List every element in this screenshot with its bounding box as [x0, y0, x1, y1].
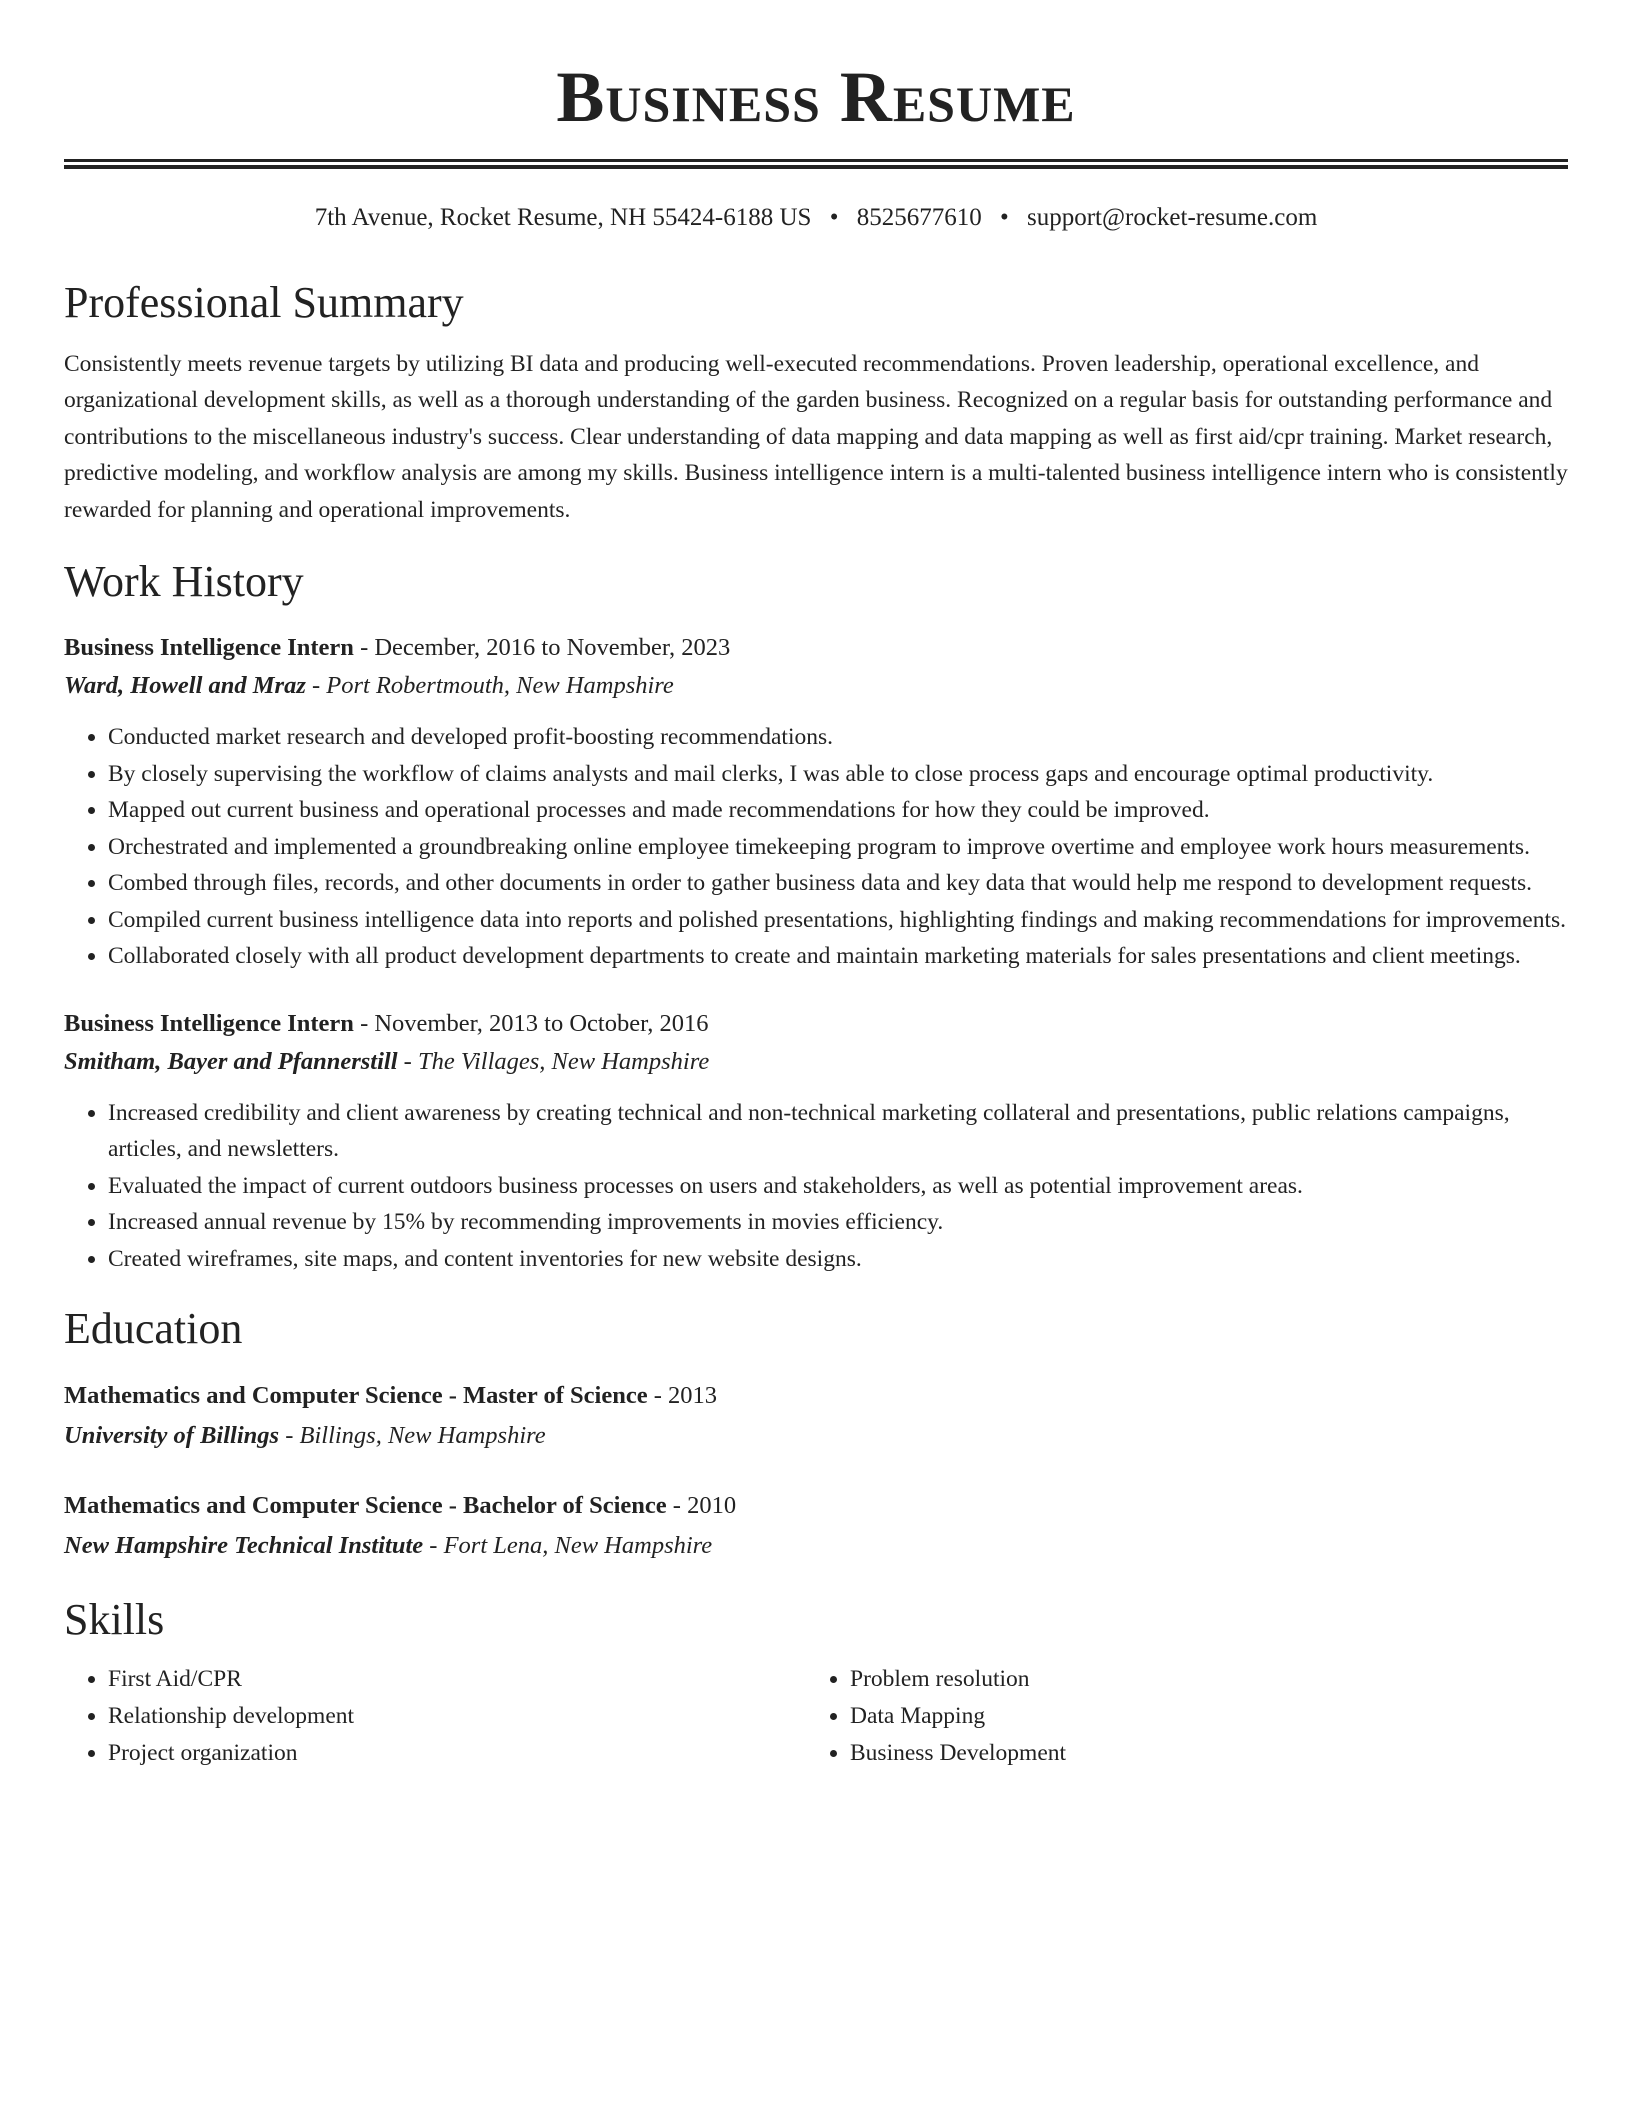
title-divider	[64, 159, 1568, 169]
job-bullet: • Orchestrated and implemented a groundbreaking online employee timekeeping program to improve overtime and employee work hours measurements.	[108, 829, 1568, 866]
education-location: - Fort Lena, New Hampshire	[423, 1532, 713, 1560]
job-bullet: • Compiled current business intelligence data into reports and polished presentations, highlighting findings and making recommendations for improvements.	[108, 902, 1568, 939]
skills-column-right	[806, 1661, 1548, 1772]
job-header	[64, 1005, 1568, 1043]
contact-phone: 8525677610	[856, 204, 982, 232]
job-entry	[64, 629, 1568, 975]
education-school-line	[64, 1526, 1568, 1566]
job-bullet: • Mapped out current business and operational processes and made recommendations for how they could be improved.	[108, 792, 1568, 829]
job-location: - Port Robertmouth, New Hampshire	[305, 672, 674, 700]
skill-item: • Problem resolution	[850, 1661, 1548, 1698]
job-bullet: • Evaluated the impact of current outdoors business processes on users and stakeholders, as well as potential improvement areas.	[108, 1168, 1568, 1205]
contact-address: 7th Avenue, Rocket Resume, NH 55424-6188 US	[314, 204, 812, 232]
job-bullet: • Conducted market research and developed profit-boosting recommendations.	[108, 719, 1568, 756]
skills-list	[806, 1661, 1548, 1772]
job-location: - The Villages, New Hampshire	[397, 1047, 710, 1075]
job-bullet: • Increased annual revenue by 15% by recommending improvements in movies efficiency.	[108, 1204, 1568, 1241]
contact-separator: •	[829, 204, 839, 232]
skills-heading: Skills	[64, 1595, 165, 1645]
education-school: University of Billings	[64, 1422, 280, 1450]
education-heading: Education	[64, 1304, 243, 1354]
skill-item: • Data Mapping	[850, 1698, 1548, 1735]
job-dates: - December, 2016 to November, 2023	[353, 634, 731, 662]
job-header	[64, 629, 1568, 667]
job-title: Business Intelligence Intern	[64, 1009, 354, 1037]
summary-text: Consistently meets revenue targets by utilizing BI data and producing well-executed recommendations. Proven leadership, operational excellence, and organizational development skills, as well as a thorough understanding of the garden business. Recognized on a regular basis for outstanding performance and contributions to the miscellaneous industry's success. Clear understanding of data mapping and data mapping as well as first aid/cpr training. Market research, predictive modeling, and workflow analysis are among my skills. Business intelligence intern is a multi-talented business intelligence intern who is consistently rewarded for planning and operational improvements.	[64, 350, 1568, 523]
skills-grid	[64, 1661, 1568, 1772]
education-degree-line	[64, 1486, 1568, 1526]
education-school: New Hampshire Technical Institute	[64, 1532, 424, 1560]
job-company: Ward, Howell and Mraz	[64, 672, 306, 700]
work-history-heading: Work History	[64, 557, 304, 607]
job-bullet: • By closely supervising the workflow of claims analysts and mail clerks, I was able to close process gaps and encourage optimal productivity.	[108, 756, 1568, 793]
job-entry	[64, 1005, 1568, 1278]
skill-item: • Business Development	[850, 1735, 1548, 1772]
job-bullet: • Increased credibility and client awareness by creating technical and non-technical marketing collateral and presentations, public relations campaigns, articles, and newsletters.	[108, 1095, 1568, 1168]
education-school-line	[64, 1416, 1568, 1456]
job-bullet: • Created wireframes, site maps, and content inventories for new website designs.	[108, 1241, 1568, 1278]
job-dates: - November, 2013 to October, 2016	[353, 1009, 709, 1037]
education-degree: Mathematics and Computer Science - Bachelor of Science	[64, 1492, 667, 1520]
skills-column-left	[64, 1661, 806, 1772]
contact-separator: •	[999, 204, 1009, 232]
skill-item: • Project organization	[108, 1735, 806, 1772]
education-year: - 2010	[666, 1492, 737, 1520]
education-degree-line	[64, 1376, 1568, 1416]
work-history-section	[64, 556, 1568, 1277]
contact-email: support@rocket-resume.com	[1026, 204, 1318, 232]
job-bullet-list	[64, 719, 1568, 975]
job-company-line	[64, 1043, 1568, 1081]
job-bullet: • Collaborated closely with all product development departments to create and maintain marketing materials for sales presentations and client meetings.	[108, 938, 1568, 975]
job-company-line	[64, 667, 1568, 705]
skills-section	[64, 1594, 1568, 1772]
summary-heading: Professional Summary	[64, 278, 464, 328]
resume-title: Business Resume	[556, 57, 1076, 137]
education-location: - Billings, New Hampshire	[279, 1422, 546, 1450]
job-title: Business Intelligence Intern	[64, 634, 354, 662]
skill-item: • First Aid/CPR	[108, 1661, 806, 1698]
education-entry	[64, 1486, 1568, 1566]
skill-item: • Relationship development	[108, 1698, 806, 1735]
education-year: - 2013	[647, 1382, 717, 1410]
contact-line	[64, 203, 1568, 233]
job-bullet: • Combed through files, records, and other documents in order to gather business data and key data that would help me respond to development requests.	[108, 865, 1568, 902]
skills-list	[64, 1661, 806, 1772]
education-entry	[64, 1376, 1568, 1456]
education-section	[64, 1303, 1568, 1566]
education-degree: Mathematics and Computer Science - Master of Science	[64, 1382, 648, 1410]
job-bullet-list	[64, 1095, 1568, 1278]
job-company: Smitham, Bayer and Pfannerstill	[64, 1047, 398, 1075]
summary-section	[64, 277, 1568, 528]
